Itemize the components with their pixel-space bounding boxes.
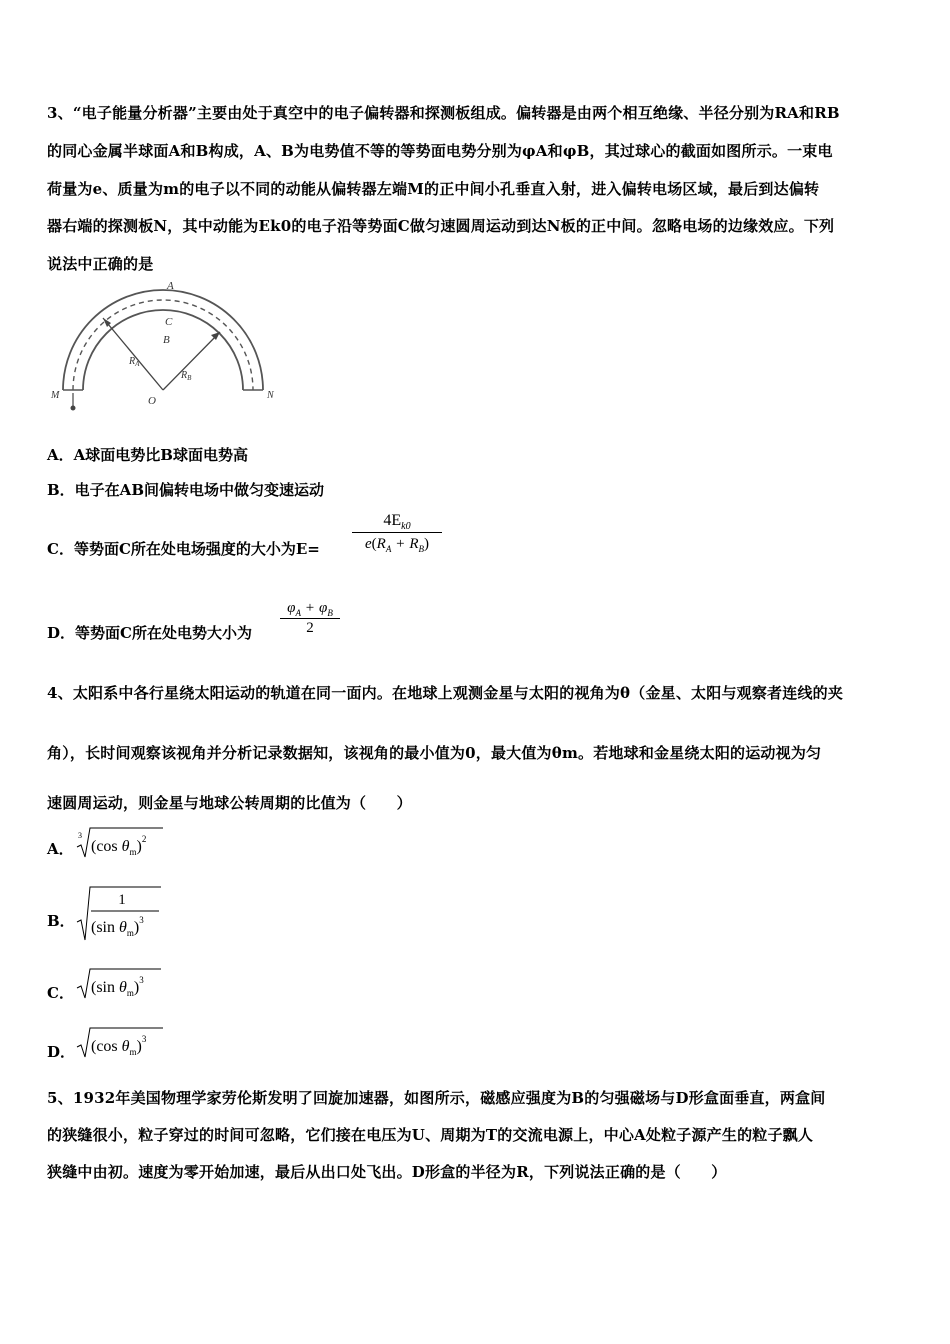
formula-d-num-b: φ — [319, 600, 328, 616]
formula-c-denominator: $e(R_A + R_B)$ — [364, 536, 430, 554]
q4-b-numerator: 1 — [118, 892, 126, 908]
radius-ra-line — [103, 318, 163, 390]
label-ra: $R_A$ — [129, 356, 140, 368]
q5-line-1: 5、1932年美国物理学家劳伦斯发明了回旋加速器，如图所示，磁感应强度为B的匀强磁场与D形盒面垂直，两盒间 — [47, 1089, 826, 1107]
formula-c-den-rb-sub: B — [418, 544, 425, 554]
formula-d-numerator — [280, 598, 340, 618]
formula-c — [352, 510, 442, 554]
q4-a-expr: (cos $\theta_m)^2$ — [91, 834, 147, 857]
q4-d-expr: (cos $\theta_m)^3$ — [91, 1034, 147, 1057]
label-a: A — [167, 280, 174, 292]
q3-option-d: D．等势面C所在处电势大小为 — [47, 624, 252, 642]
q4-option-a-label: A． — [47, 840, 74, 858]
q3-line-4: 器右端的探测板N，其中动能为Ek0的电子沿等势面C做匀速圆周运动到达N板的正中间。忽略电场的边缘效应。下列 — [47, 217, 835, 235]
label-c: C — [165, 316, 173, 328]
q4-option-d-formula — [75, 1025, 170, 1061]
formula-d-num-a-sub: A — [295, 608, 301, 618]
formula-c-den-ra: R — [376, 536, 386, 552]
q4-c-expr: (sin $\theta_m)^3$ — [91, 975, 144, 998]
q4-option-a-formula — [75, 825, 170, 861]
formula-c-num-sub: k0 — [401, 521, 411, 533]
label-o: O — [148, 395, 156, 407]
formula-c-den-ra-sub: A — [385, 544, 392, 554]
q3-line-5: 说法中正确的是 — [47, 255, 154, 273]
deflector-diagram — [45, 280, 285, 420]
formula-d-num-b-sub: B — [327, 608, 333, 618]
formula-c-numerator — [352, 510, 442, 532]
q4-line-1: 4、太阳系中各行星绕太阳运动的轨道在同一面内。在地球上观测金星与太阳的视角为θ（金星、太阳与观察者连线的夹 — [47, 684, 844, 702]
formula-c-den-e: e — [364, 536, 372, 552]
q5-line-2: 的狭缝很小，粒子穿过的时间可忽略，它们接在电压为U、周期为T的交流电源上，中心A处粒子源产生的粒子飘人 — [47, 1126, 814, 1144]
q3-option-a: A．A球面电势比B球面电势高 — [47, 446, 248, 464]
radius-rb-line — [163, 332, 220, 390]
q4-option-c-label: C． — [47, 984, 74, 1002]
q4-option-b-formula — [75, 884, 170, 944]
q4-a-root-index: 3 — [78, 831, 82, 840]
formula-c-den-rb: R — [409, 536, 419, 552]
q4-option-c-formula — [75, 966, 170, 1002]
formula-c-num: 4E — [383, 512, 402, 529]
label-n: N — [267, 390, 274, 401]
label-rb: $R_B$ — [181, 370, 192, 382]
q4-line-2: 角），长时间观察该视角并分析记录数据知，该视角的最小值为0，最大值为θm。若地球和金星绕太阳的运动视为匀 — [47, 744, 822, 762]
q3-option-c: C．等势面C所在处电场强度的大小为E= — [47, 540, 320, 558]
formula-d — [280, 598, 340, 637]
formula-d-den: 2 — [306, 620, 314, 636]
formula-c-den-plus: + — [396, 536, 405, 552]
q3-option-b: B．电子在AB间偏转电场中做匀变速运动 — [47, 481, 324, 499]
label-m: M — [51, 390, 60, 401]
label-b: B — [163, 334, 170, 346]
q4-option-d-label: D． — [47, 1043, 76, 1061]
radius-rb-arrow — [211, 332, 220, 340]
q4-option-b-label: B． — [47, 912, 75, 930]
q3-line-3: 荷量为e、质量为m的电子以不同的动能从偏转器左端M的正中间小孔垂直入射，进入偏转电场区域，最后到达偏转 — [47, 180, 820, 198]
electron-source-dot — [71, 406, 76, 411]
q5-line-3: 狭缝中由初。速度为零开始加速，最后从出口处飞出。D形盒的半径为R，下列说法正确的是（ ） — [47, 1163, 727, 1181]
q4-line-3: 速圆周运动，则金星与地球公转周期的比值为（ ） — [47, 794, 412, 812]
formula-d-plus: + — [305, 600, 315, 616]
q3-line-2: 的同心金属半球面A和B构成，A、B为电势值不等的等势面电势分别为φA和φB，其过球心的截面如图所示。一束电 — [47, 142, 833, 160]
q3-line-1: 3、“电子能量分析器”主要由处于真空中的电子偏转器和探测板组成。偏转器是由两个相互绝缘、半径分别为RA和RB — [47, 104, 840, 122]
q4-b-expr: (sin $\theta_m)^3$ — [91, 915, 144, 938]
formula-d-num-a: φ — [287, 600, 296, 616]
